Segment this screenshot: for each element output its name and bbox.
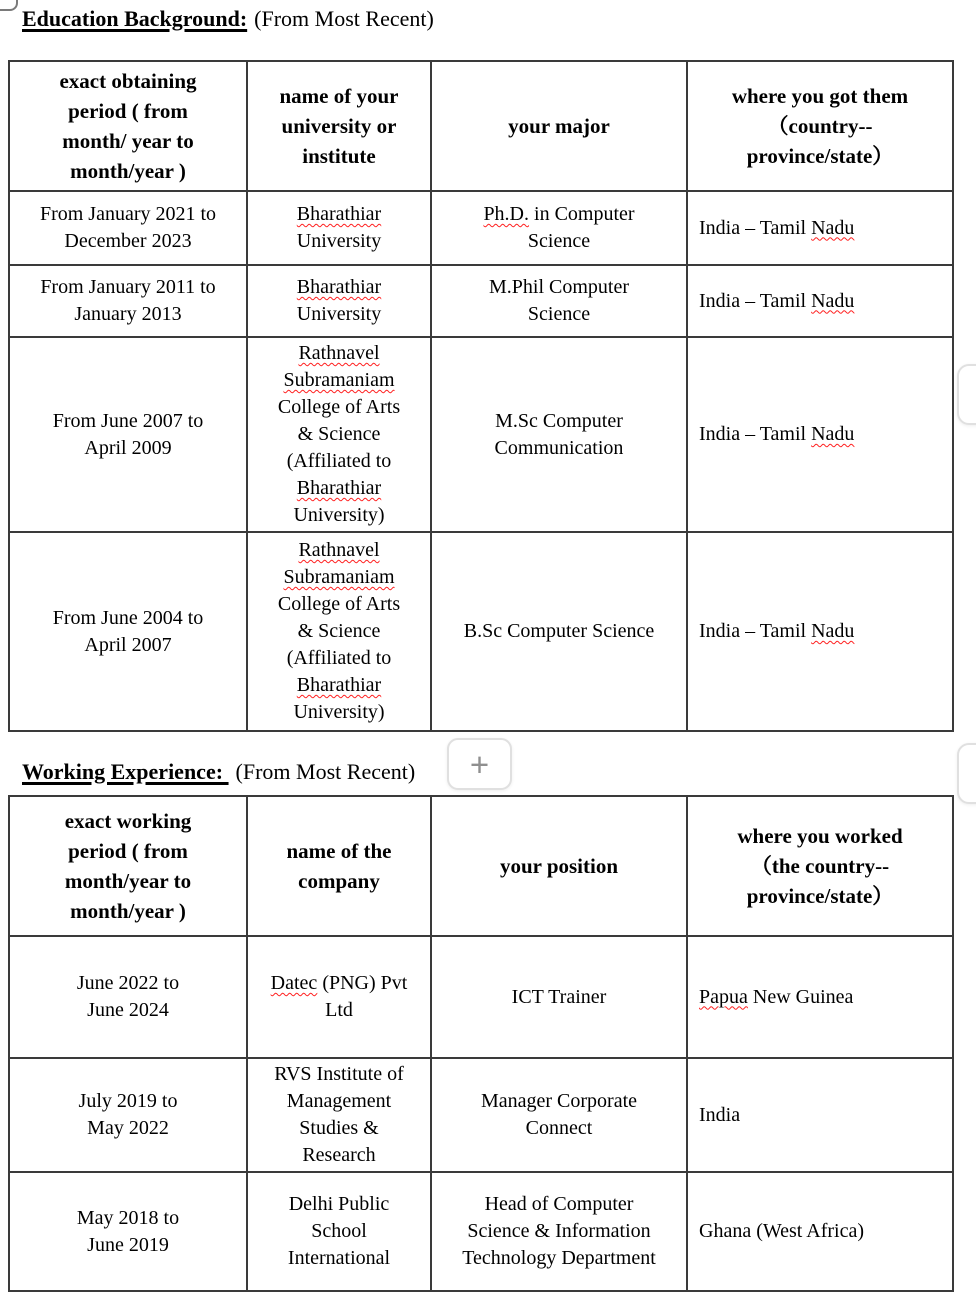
header-line: month/year ): [70, 899, 186, 923]
misspelled-word: Nadu: [811, 620, 855, 642]
education-header-period: [9, 61, 247, 191]
misspelled-word: Bharathiar: [296, 203, 382, 225]
work-position-cell: [431, 1172, 687, 1291]
work-company-cell: [247, 1172, 431, 1291]
misspelled-word: Bharathiar: [296, 674, 382, 696]
work-period-cell: June 2022 to June 2024: [9, 936, 247, 1058]
text-run: Delhi Public School International: [287, 1193, 391, 1269]
work-heading: Working Experience:: [22, 759, 229, 784]
header-line: company: [298, 869, 380, 893]
header-line: name of the: [286, 839, 392, 863]
text-run: (PNG) Pvt Ltd: [317, 972, 408, 1021]
misspelled-word: Rathnavel: [298, 342, 380, 364]
header-line: institute: [302, 144, 376, 168]
text-run: Manager Corporate Connect: [480, 1090, 638, 1139]
work-where-cell: [687, 1172, 953, 1291]
header-line: province/state）: [746, 144, 894, 168]
text-run: Ghana (West Africa): [699, 1220, 864, 1242]
education-university-cell: [247, 532, 431, 731]
misspelled-word: Nadu: [811, 423, 855, 445]
education-heading: Education Background:: [22, 6, 248, 31]
work-where-cell: [687, 936, 953, 1058]
header-line: name of your: [279, 84, 399, 108]
education-major-cell: [431, 265, 687, 337]
side-overlay-button-bottom[interactable]: [957, 743, 976, 804]
education-section-title: [22, 4, 434, 34]
education-major-cell: [431, 532, 687, 731]
text-run: India – Tamil: [699, 216, 812, 239]
education-header-major: your major: [431, 61, 687, 191]
text-run: India – Tamil: [699, 423, 812, 445]
text-run: College of Arts & Science (Affiliated to: [277, 593, 401, 669]
misspelled-word: Rathnavel: [298, 539, 380, 561]
education-table: [8, 60, 954, 732]
education-university-cell: [247, 191, 431, 265]
education-where-cell: [687, 265, 953, 337]
work-header-where: [687, 796, 953, 936]
text-run: University): [293, 701, 385, 723]
header-line: period ( from: [68, 839, 188, 863]
education-period-cell: From June 2004 to April 2007: [9, 532, 247, 731]
header-line: where you worked: [737, 824, 903, 848]
education-header-university: [247, 61, 431, 191]
header-line: where you got them: [731, 84, 909, 108]
work-period-cell: May 2018 to June 2019: [9, 1172, 247, 1291]
table-row: [9, 936, 953, 1058]
text-run: University: [296, 230, 382, 252]
education-period-cell: From January 2021 to December 2023: [9, 191, 247, 265]
text-run: India – Tamil: [699, 289, 812, 312]
misspelled-word: Nadu: [811, 289, 855, 312]
education-major-cell: [431, 337, 687, 532]
text-run: Head of Computer Science & Information Technology Department: [462, 1193, 656, 1269]
work-position-cell: [431, 1058, 687, 1172]
text-run: College of Arts & Science (Affiliated to: [277, 396, 401, 472]
misspelled-word: Subramaniam: [283, 369, 395, 391]
header-line: （country--: [767, 114, 873, 138]
work-where-cell: [687, 1058, 953, 1172]
table-row: [9, 532, 953, 731]
misspelled-word: Bharathiar: [296, 477, 382, 499]
text-run: University: [296, 303, 382, 325]
work-company-cell: [247, 936, 431, 1058]
table-row: [9, 265, 953, 337]
education-university-cell: [247, 337, 431, 532]
add-button[interactable]: [447, 738, 512, 790]
header-line: month/ year to: [62, 129, 194, 153]
education-where-cell: [687, 191, 953, 265]
text-run: ICT Trainer: [511, 985, 607, 1008]
education-header-row: [9, 61, 953, 191]
header-line: month/year to: [64, 869, 192, 893]
work-period-cell: July 2019 to May 2022: [9, 1058, 247, 1172]
header-line: university or: [281, 114, 397, 138]
plus-icon: +: [469, 745, 490, 783]
header-line: exact obtaining: [59, 69, 197, 93]
misspelled-word: Datec: [270, 972, 318, 994]
work-company-cell: [247, 1058, 431, 1172]
side-overlay-button-top[interactable]: [957, 364, 976, 425]
work-position-cell: [431, 936, 687, 1058]
text-run: University): [293, 504, 385, 526]
misspelled-word: Bharathiar: [296, 276, 382, 298]
header-line: period ( from: [68, 99, 188, 123]
table-row: [9, 191, 953, 265]
misspelled-word: Subramaniam: [283, 566, 395, 588]
education-period-cell: From June 2007 to April 2009: [9, 337, 247, 532]
work-header-company: [247, 796, 431, 936]
text-run: M.Sc Computer Communication: [494, 409, 624, 459]
work-header-period: [9, 796, 247, 936]
work-heading-note: (From Most Recent): [235, 759, 416, 784]
work-section-title: [22, 757, 415, 787]
text-run: B.Sc Computer Science: [463, 620, 655, 642]
text-run: M.Phil Computer Science: [488, 276, 629, 325]
education-university-cell: [247, 265, 431, 337]
table-row: [9, 337, 953, 532]
header-line: month/year ): [70, 159, 186, 183]
education-period-cell: From January 2011 to January 2013: [9, 265, 247, 337]
work-header-row: [9, 796, 953, 936]
text-run: India – Tamil: [699, 620, 812, 642]
work-table: [8, 795, 954, 1292]
table-row: [9, 1172, 953, 1291]
header-line: province/state）: [746, 884, 894, 908]
education-header-where: [687, 61, 953, 191]
education-where-cell: [687, 532, 953, 731]
table-row: [9, 1058, 953, 1172]
education-heading-note: (From Most Recent): [254, 6, 434, 31]
misspelled-word: Ph.D.: [483, 203, 530, 225]
header-line: exact working: [64, 809, 192, 833]
text-run: New Guinea: [747, 985, 854, 1008]
text-run: in Computer Science: [527, 203, 635, 252]
misspelled-word: Nadu: [811, 216, 855, 239]
header-line: （the country--: [750, 854, 890, 878]
work-header-position: your position: [431, 796, 687, 936]
text-run: RVS Institute of Management Studies & Research: [274, 1063, 404, 1166]
education-major-cell: [431, 191, 687, 265]
text-run: India: [699, 1103, 741, 1126]
corner-overlay-button[interactable]: [0, 0, 18, 11]
misspelled-word: Papua: [699, 985, 748, 1008]
education-where-cell: [687, 337, 953, 532]
